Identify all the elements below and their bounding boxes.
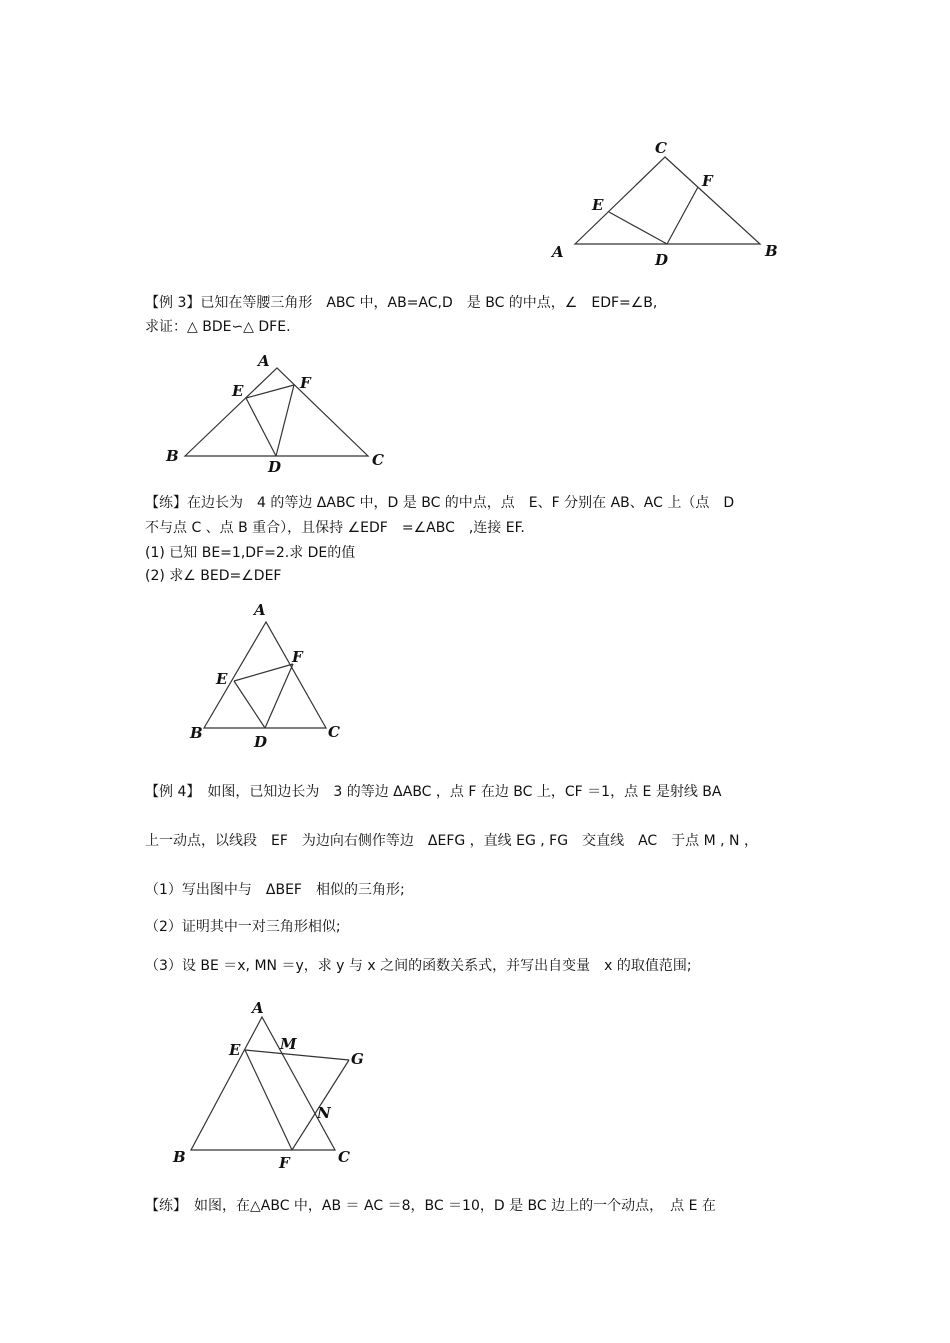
label-c: C — [328, 723, 340, 741]
label-e: E — [229, 1041, 241, 1059]
segment-df — [265, 664, 293, 728]
figure-4-triangle — [165, 995, 375, 1175]
label-g: G — [351, 1050, 364, 1068]
label-b: B — [190, 724, 203, 742]
figure-2-triangle — [160, 348, 400, 478]
label-a: A — [252, 999, 264, 1017]
triangle-abc — [191, 1017, 335, 1150]
label-c: C — [655, 139, 667, 157]
segment-ef — [245, 1050, 292, 1150]
practice-1-question-1: (1) 已知 BE=1,DF=2.求 DE的值 — [145, 545, 356, 561]
label-n: N — [317, 1104, 331, 1122]
segment-df — [667, 187, 698, 244]
label-m: M — [280, 1035, 297, 1053]
example-3-line-2: 求证：△ BDE∽△ DFE. — [145, 319, 291, 335]
figure-1-triangle — [540, 130, 790, 270]
label-d: D — [254, 733, 268, 751]
label-c: C — [338, 1148, 350, 1166]
label-a: A — [258, 352, 270, 370]
label-b: B — [173, 1148, 186, 1166]
label-f: F — [300, 374, 311, 392]
practice-2-line-1: 【练】 如图，在△ABC 中，AB ＝ AC ＝8，BC ＝10，D 是 BC 边上的一个动点， 点 E 在 — [145, 1198, 716, 1214]
example-4-line-2: 上一动点，以线段 EF 为边向右侧作等边 ΔEFG ，直线 EG , FG 交直线 AC 于点 M , N ， — [145, 833, 758, 849]
label-c: C — [372, 451, 384, 469]
segment-ed — [246, 398, 276, 456]
label-f: F — [279, 1154, 290, 1172]
segment-df — [276, 385, 294, 456]
label-e: E — [592, 196, 604, 214]
label-d: D — [268, 458, 282, 476]
example-4-question-3: （3）设 BE ＝x, MN ＝y，求 y 与 x 之间的函数关系式，并写出自变量 x 的取值范围; — [145, 958, 692, 974]
label-e: E — [232, 382, 244, 400]
example-4-question-1: （1）写出图中与 ΔBEF 相似的三角形; — [145, 882, 405, 898]
label-d: D — [655, 251, 669, 269]
practice-1-line-1: 【练】在边长为 4 的等边 ΔABC 中，D 是 BC 的中点，点 E、F 分别在 AB、AC 上（点 D — [145, 495, 735, 511]
practice-1-question-2: (2) 求∠ BED=∠DEF — [145, 568, 282, 584]
label-a: A — [552, 243, 564, 261]
example-4-line-1: 【例 4】 如图，已知边长为 3 的等边 ΔABC ，点 F 在边 BC 上，CF ＝1，点 E 是射线 BA — [145, 784, 722, 800]
segment-ef — [234, 664, 293, 681]
segment-ed — [234, 681, 265, 728]
label-f: F — [702, 172, 713, 190]
triangle-abc — [185, 368, 368, 456]
label-b: B — [765, 242, 778, 260]
segment-eg — [245, 1050, 349, 1060]
example-4-question-2: （2）证明其中一对三角形相似; — [145, 919, 341, 935]
example-3-line-1: 【例 3】已知在等腰三角形 ABC 中，AB=AC,D 是 BC 的中点，∠ EDF=∠B, — [145, 295, 658, 311]
segment-ed — [609, 212, 667, 244]
label-a: A — [254, 601, 266, 619]
label-e: E — [216, 670, 228, 688]
practice-1-line-2: 不与点 C 、点 B 重合），且保持 ∠EDF =∠ABC ,连接 EF. — [145, 520, 525, 536]
label-f: F — [292, 648, 303, 666]
figure-3-triangle — [180, 598, 360, 750]
label-b: B — [166, 447, 179, 465]
